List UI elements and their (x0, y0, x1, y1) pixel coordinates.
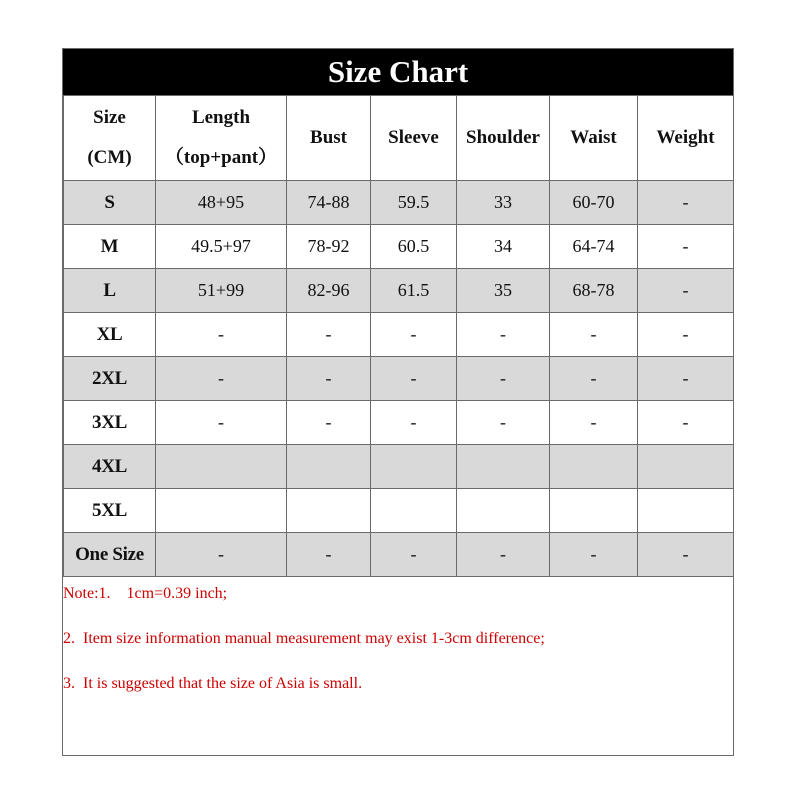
table-cell: - (550, 401, 638, 445)
table-cell: - (287, 313, 371, 357)
size-cell: 3XL (64, 401, 156, 445)
note-2: 2. Item size information manual measurement may exist 1-3cm difference; (63, 630, 545, 647)
size-cell: S (64, 181, 156, 225)
size-cell: XL (64, 313, 156, 357)
table-row (64, 225, 734, 269)
table-cell: 60.5 (371, 225, 457, 269)
table-cell (638, 445, 734, 489)
table-cell: - (371, 313, 457, 357)
table-cell: - (287, 533, 371, 577)
size-cell: One Size (64, 533, 156, 577)
table-cell (156, 489, 287, 533)
table-cell: 48+95 (156, 181, 287, 225)
table-cell: - (156, 401, 287, 445)
table-cell (550, 489, 638, 533)
table-cell (371, 489, 457, 533)
table-row (64, 313, 734, 357)
table-cell: 33 (457, 181, 550, 225)
size-cell: 4XL (64, 445, 156, 489)
table-row (64, 357, 734, 401)
table-cell (550, 445, 638, 489)
table-cell: - (638, 269, 734, 313)
header-shoulder: Shoulder (457, 96, 550, 181)
header-sleeve: Sleeve (371, 96, 457, 181)
table-cell: 59.5 (371, 181, 457, 225)
table-cell: - (638, 225, 734, 269)
table-cell: 60-70 (550, 181, 638, 225)
table-cell (457, 445, 550, 489)
table-row (64, 401, 734, 445)
table-cell: 61.5 (371, 269, 457, 313)
size-cell: 5XL (64, 489, 156, 533)
table-row (64, 533, 734, 577)
table-cell (287, 445, 371, 489)
header-weight: Weight (638, 96, 734, 181)
size-table (63, 95, 734, 577)
header-row (64, 96, 734, 181)
table-cell: 82-96 (287, 269, 371, 313)
table-cell (156, 445, 287, 489)
table-cell (457, 489, 550, 533)
table-cell: 34 (457, 225, 550, 269)
table-cell: - (287, 401, 371, 445)
table-cell: - (550, 313, 638, 357)
table-cell: - (638, 313, 734, 357)
header-size: Size (CM) (64, 96, 156, 181)
table-cell: - (156, 357, 287, 401)
table-cell: - (156, 313, 287, 357)
size-cell: 2XL (64, 357, 156, 401)
header-length: Length （top+pant） (156, 96, 287, 181)
table-row (64, 269, 734, 313)
size-chart (62, 48, 734, 756)
table-cell: - (457, 533, 550, 577)
table-cell: 74-88 (287, 181, 371, 225)
size-cell: L (64, 269, 156, 313)
table-cell: - (457, 313, 550, 357)
table-cell (371, 445, 457, 489)
table-cell (638, 489, 734, 533)
table-cell: 49.5+97 (156, 225, 287, 269)
table-cell: 78-92 (287, 225, 371, 269)
table-cell: - (457, 357, 550, 401)
table-cell: - (550, 357, 638, 401)
table-row (64, 181, 734, 225)
note-3: 3. It is suggested that the size of Asia is small. (63, 675, 363, 692)
table-cell: - (638, 357, 734, 401)
table-cell: - (638, 401, 734, 445)
table-cell: 68-78 (550, 269, 638, 313)
table-cell: - (371, 533, 457, 577)
table-cell: - (638, 533, 734, 577)
header-bust: Bust (287, 96, 371, 181)
table-cell: 35 (457, 269, 550, 313)
table-cell: - (156, 533, 287, 577)
table-cell: - (287, 357, 371, 401)
table-cell: - (371, 357, 457, 401)
table-cell (287, 489, 371, 533)
table-row (64, 489, 734, 533)
header-waist: Waist (550, 96, 638, 181)
table-cell: - (638, 181, 734, 225)
size-cell: M (64, 225, 156, 269)
chart-title: Size Chart (63, 49, 733, 95)
table-row (64, 445, 734, 489)
table-cell: 64-74 (550, 225, 638, 269)
table-cell: - (371, 401, 457, 445)
table-cell: 51+99 (156, 269, 287, 313)
table-cell: - (550, 533, 638, 577)
table-cell: - (457, 401, 550, 445)
note-1: Note:1. 1cm=0.39 inch; (63, 585, 228, 602)
